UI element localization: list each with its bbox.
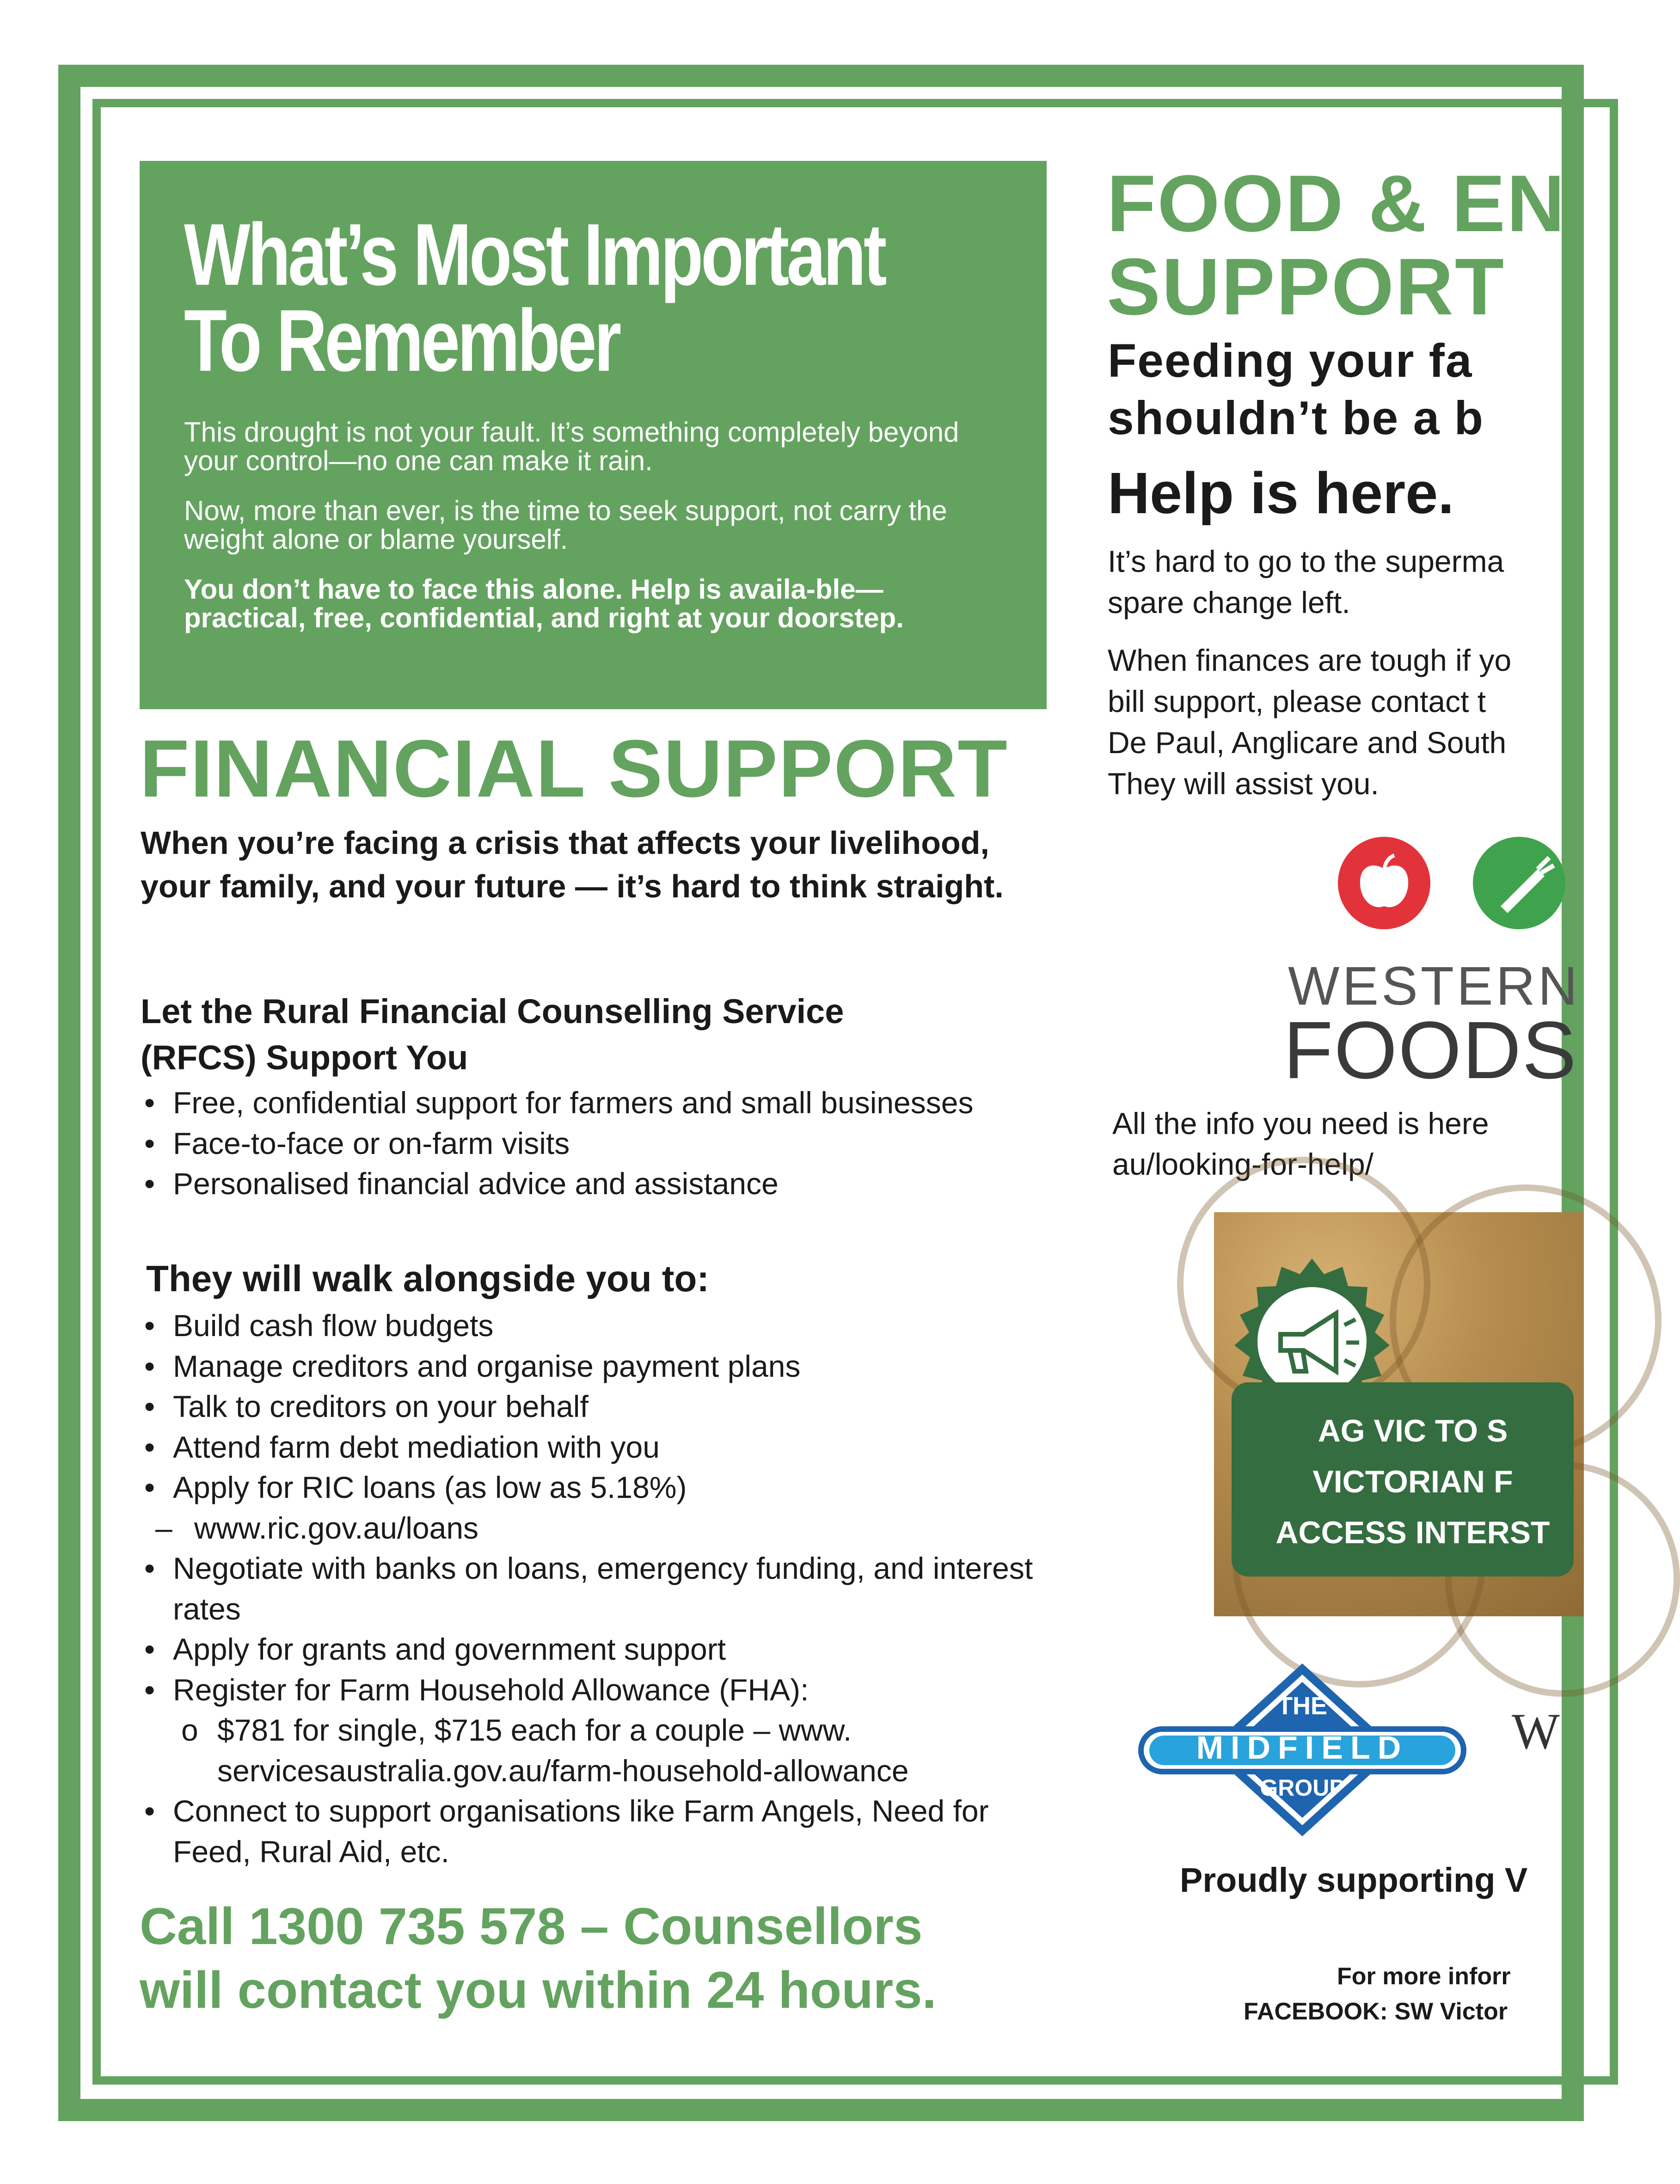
finances-line3: De Paul, Anglicare and South xyxy=(1108,725,1507,760)
important-title xyxy=(184,206,884,390)
supermarket-paragraph xyxy=(1108,541,1570,623)
feeding-text xyxy=(1108,332,1484,447)
list-item: • Attend farm debt mediation with you xyxy=(141,1427,1042,1468)
list-item: • Face-to-face or on-farm visits xyxy=(141,1123,1042,1164)
western-foods-logo-bottom: FOODS xyxy=(1283,1005,1577,1096)
list-item: • Negotiate with banks on loans, emergency funding, and interest rates xyxy=(141,1548,1042,1629)
call-line2: will contact you within 24 hours. xyxy=(140,1961,937,2019)
midfield-group: GROUP xyxy=(1260,1775,1345,1801)
financial-lead: When you’re facing a crisis that affects your livelihood, your family, and your future — it’s hard to think straight. xyxy=(141,825,1004,904)
more-info-line1: For more inforr xyxy=(1337,1963,1511,1990)
feeding-line2: shouldn’t be a b xyxy=(1108,392,1484,444)
finances-line2: bill support, please contact t xyxy=(1108,684,1486,718)
call-counsellors[interactable] xyxy=(140,1895,937,2022)
important-paragraph-3: You don’t have to face this alone. Help is availa-ble—practical, free, confidential, and right at your doorstep. xyxy=(184,574,904,633)
finances-line4: They will assist you. xyxy=(1108,767,1379,801)
ag-line2: VICTORIAN F xyxy=(1312,1464,1513,1499)
list-item: • Apply for RIC loans (as low as 5.18%) xyxy=(141,1467,1042,1508)
facebook-line[interactable]: FACEBOOK: SW Victor xyxy=(1244,1998,1508,2025)
proudly-supporting: Proudly supporting V xyxy=(1180,1861,1528,1899)
list-item: • Manage creditors and organise payment plans xyxy=(141,1346,1042,1387)
list-item: • Register for Farm Household Allowance (FHA): xyxy=(141,1670,1042,1711)
midfield-the: THE xyxy=(1277,1692,1327,1720)
list-item: • Build cash flow budgets xyxy=(141,1306,1042,1346)
western-foods-logo-top: WESTERN xyxy=(1288,956,1580,1017)
important-box xyxy=(140,161,1047,709)
midfield-group-logo xyxy=(1135,1661,1469,1839)
midfield-name: MIDFIELD xyxy=(1196,1730,1409,1766)
list-item: • Connect to support organisations like Farm Angels, Need for Feed, Rural Aid, etc. xyxy=(141,1791,1042,1872)
important-paragraph-1: This drought is not your fault. It’s something completely beyond your control—no one can make it rain. xyxy=(184,417,959,476)
help-heading: Help is here. xyxy=(1108,460,1454,526)
rfcs-subheading-line2: (RFCS) Support You xyxy=(141,1038,468,1077)
feeding-line1: Feeding your fa xyxy=(1108,334,1473,387)
list-item: • Talk to creditors on your behalf xyxy=(141,1386,1042,1427)
rfcs-subheading-line1: Let the Rural Financial Counselling Service xyxy=(141,992,844,1031)
important-title-line2: To Remember xyxy=(184,292,619,390)
list-item: • Apply for grants and government support xyxy=(141,1629,1042,1670)
fha-rates-item: o $781 for single, $715 each for a couple – www. servicesaustralia.gov.au/farm-household-allowance xyxy=(141,1710,1042,1791)
walk-alongside-list xyxy=(141,1306,1042,1872)
ag-line3: ACCESS INTERST xyxy=(1275,1515,1550,1550)
ric-loans-link[interactable]: – www.ric.gov.au/loans xyxy=(141,1508,1042,1549)
list-item: • Free, confidential support for farmers and small businesses xyxy=(141,1083,1042,1123)
food-heading-line2: SUPPORT xyxy=(1107,241,1506,331)
rfcs-subheading xyxy=(141,988,1042,1081)
rfcs-list xyxy=(141,1083,1042,1204)
important-paragraph-2: Now, more than ever, is the time to seek support, not carry the weight alone or blame yourself. xyxy=(184,495,947,555)
finances-line1: When finances are tough if yo xyxy=(1108,643,1512,677)
walk-alongside-heading: They will walk alongside you to: xyxy=(146,1258,709,1299)
info-line1: All the info you need is here xyxy=(1112,1106,1489,1141)
financial-heading: FINANCIAL SUPPORT xyxy=(140,724,1008,814)
call-line1: Call 1300 735 578 – Counsellors xyxy=(140,1897,923,1955)
info-line2[interactable]: au/looking-for-help/ xyxy=(1112,1147,1373,1181)
apple-icon xyxy=(1338,837,1430,929)
supermarket-line2: spare change left. xyxy=(1108,585,1350,620)
food-heading-line1: FOOD & EN xyxy=(1107,158,1566,248)
important-title-line1: What’s Most Important xyxy=(184,206,884,304)
supermarket-line1: It’s hard to go to the superma xyxy=(1108,544,1504,578)
finances-paragraph xyxy=(1108,640,1570,804)
ag-vic-text xyxy=(1251,1405,1575,1558)
list-item: • Personalised financial advice and assistance xyxy=(141,1164,1042,1204)
carrot-icon xyxy=(1473,837,1565,929)
food-heading xyxy=(1107,158,1566,331)
ag-line1: AG VIC TO S xyxy=(1318,1413,1508,1448)
partner-logo-partial: W xyxy=(1512,1703,1560,1760)
